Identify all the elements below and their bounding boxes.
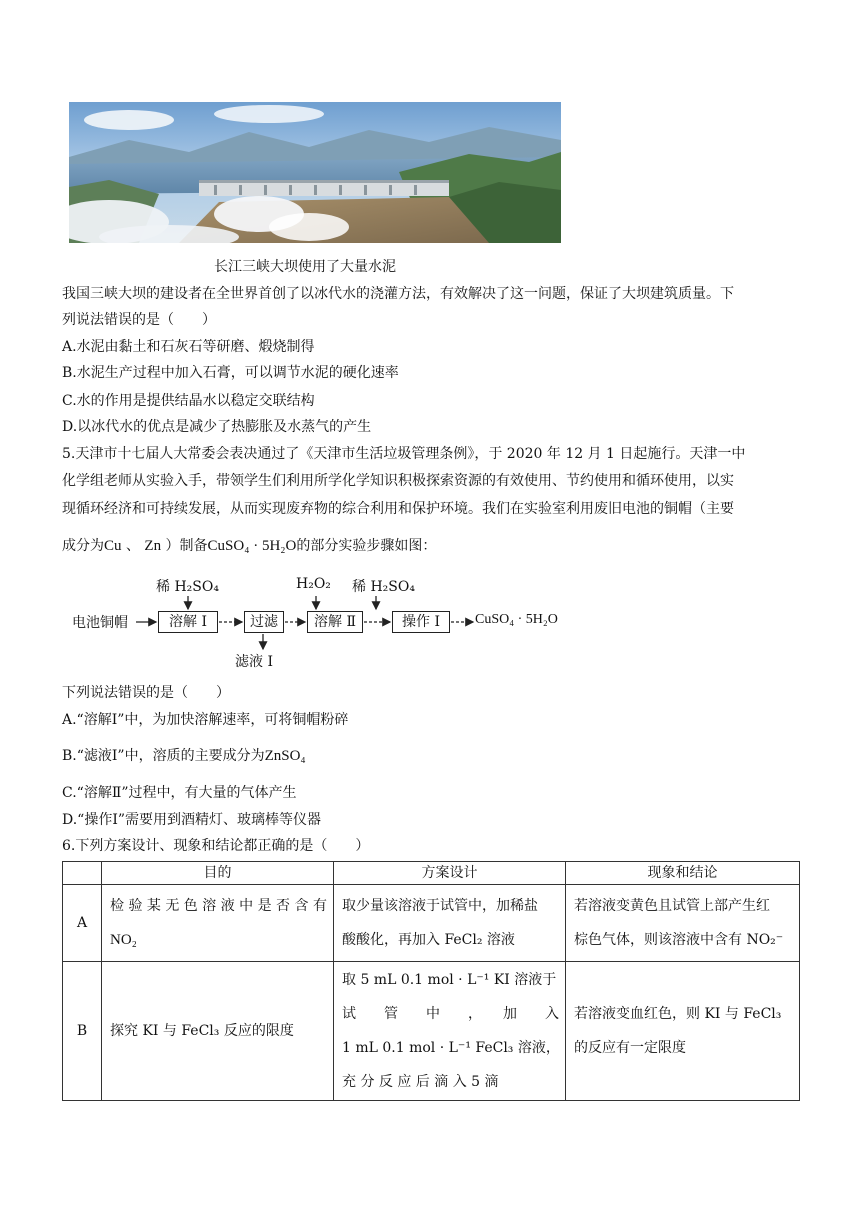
flow-step-dissolve-2: 溶解 Ⅱ <box>307 611 363 633</box>
flow-step-dissolve-1: 溶解 Ⅰ <box>158 611 218 633</box>
q5-line4-sep: 、 <box>125 538 140 554</box>
q5-option-b <box>62 746 306 766</box>
row-b-result-line-1: 若溶液变血红色，则 KI 与 FeCl₃ <box>574 1006 782 1022</box>
q5-stem-line-1: 5.天津市十七届人大常委会表决通过了《天津市生活垃圾管理条例》，于 2020 年 12 月 1 日起施行。天津一中 <box>62 446 746 462</box>
q5-question: 下列说法错误的是（ ） <box>62 685 230 701</box>
row-b-plan-line-4: 充 分 反 应 后 滴 入 5 滴 <box>342 1074 499 1090</box>
row-a-purpose-line-1: 检 验 某 无 色 溶 液 中 是 否 含 有 <box>110 898 327 914</box>
row-b-plan <box>334 962 566 1101</box>
flow-filtrate-label: 滤液 Ⅰ <box>235 654 273 670</box>
cu-symbol: Cu <box>104 538 122 554</box>
header-cell-blank <box>63 862 102 885</box>
row-a-plan-line-1: 取少量该溶液于试管中，加稀盐 <box>342 898 538 914</box>
znso4-formula: ZnSO₄ <box>264 748 306 764</box>
header-cell-plan: 方案设计 <box>334 862 566 885</box>
row-b-result <box>566 962 800 1101</box>
row-b-plan-line-1: 取 5 mL 0.1 mol · L⁻¹ KI 溶液于 <box>342 972 557 988</box>
q4-option-a: A.水泥由黏土和石灰石等研磨、煅烧制得 <box>62 339 315 355</box>
row-a-plan <box>334 885 566 962</box>
q5-line4-text-c: 的部分实验步骤如图： <box>296 538 437 554</box>
q5-stem-line-3: 现循环经济和可持续发展，从而实现废弃物的综合利用和保护环境。我们在实验室利用废旧电池的铜帽（主要 <box>62 501 734 517</box>
row-a-plan-line-2: 酸酸化，再加入 FeCl₂ 溶液 <box>342 932 515 948</box>
q5-line4-text-a: 成分为 <box>62 538 104 554</box>
q5-option-b-text: B.“滤液Ⅰ”中，溶质的主要成分为 <box>62 748 265 764</box>
figure-caption: 长江三峡大坝使用了大量水泥 <box>214 259 396 275</box>
q4-stem-line-1: 我国三峡大坝的建设者在全世界首创了以冰代水的浇灌方法，有效解决了这一问题，保证了大坝建筑质量。下 <box>62 286 734 302</box>
q5-option-a: A.“溶解Ⅰ”中，为加快溶解速率，可将铜帽粉碎 <box>62 712 349 728</box>
flow-reagent-1: 稀 H₂SO₄ <box>156 579 219 595</box>
row-b-result-line-2: 的反应有一定限度 <box>574 1040 686 1056</box>
flow-start-label: 电池铜帽 <box>72 615 128 631</box>
zn-symbol: Zn <box>144 538 162 554</box>
q4-option-b: B.水泥生产过程中加入石膏，可以调节水泥的硬化速率 <box>62 365 399 381</box>
table-header-row <box>63 862 800 885</box>
q5-stem-line-2: 化学组老师从实验入手，带领学生们利用所学化学知识积极探索资源的有效使用、节约使用和循环使用，以实 <box>62 473 734 489</box>
flow-step-operation-1: 操作 Ⅰ <box>392 611 450 633</box>
flow-reagent-2: H₂O₂ <box>296 576 331 592</box>
flow-reagent-3: 稀 H₂SO₄ <box>352 579 415 595</box>
row-b-purpose: 探究 KI 与 FeCl₃ 反应的限度 <box>102 962 334 1101</box>
table-row <box>63 962 800 1101</box>
q5-option-c: C.“溶解Ⅱ”过程中，有大量的气体产生 <box>62 785 297 801</box>
q4-option-d: D.以冰代水的优点是减少了热膨胀及水蒸气的产生 <box>62 419 372 435</box>
q5-line4-text-b: ）制备 <box>165 538 208 554</box>
q4-stem-line-2: 列说法错误的是（ ） <box>62 312 216 328</box>
row-a-result <box>566 885 800 962</box>
row-a-purpose-line-2: NO₂ <box>110 932 137 948</box>
q6-table <box>62 861 800 1101</box>
cuso4-formula: CuSO₄ · 5H₂O <box>207 538 297 554</box>
flow-step-filter: 过滤 <box>244 611 284 633</box>
q4-option-c: C.水的作用是提供结晶水以稳定交联结构 <box>62 393 315 409</box>
row-b-plan-line-3: 1 mL 0.1 mol · L⁻¹ FeCl₃ 溶液， <box>342 1040 560 1056</box>
row-b-plan-line-2: 试 管 中 ， 加 入 <box>342 1006 559 1022</box>
row-a-result-line-1: 若溶液变黄色且试管上部产生红 <box>574 898 770 914</box>
header-cell-result: 现象和结论 <box>566 862 800 885</box>
row-a-purpose <box>102 885 334 962</box>
row-label-a: A <box>63 885 102 962</box>
table-row <box>63 885 800 962</box>
q5-option-d: D.“操作Ⅰ”需要用到酒精灯、玻璃棒等仪器 <box>62 812 322 828</box>
row-label-b: B <box>63 962 102 1101</box>
header-cell-purpose: 目的 <box>102 862 334 885</box>
row-a-result-line-2: 棕色气体，则该溶液中含有 NO₂⁻ <box>574 932 784 948</box>
flow-product-label: CuSO₄ · 5H₂O <box>475 612 558 627</box>
q6-stem: 6.下列方案设计、现象和结论都正确的是（ ） <box>62 838 370 854</box>
